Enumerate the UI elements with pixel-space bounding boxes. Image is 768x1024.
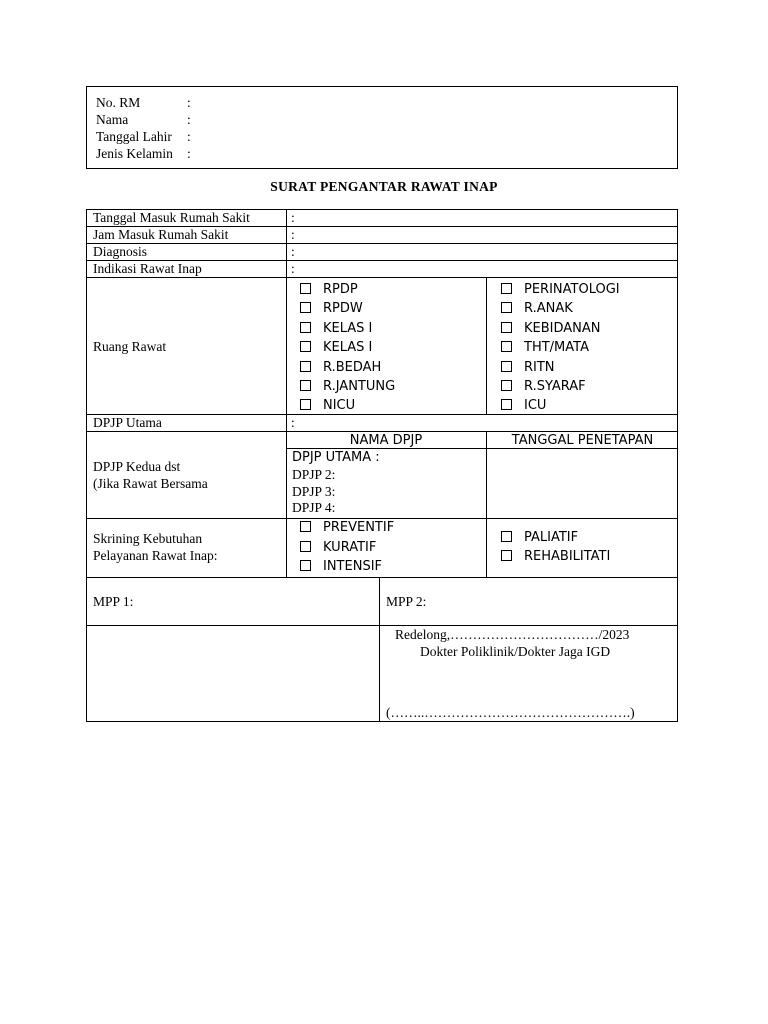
checkbox-label: R.SYARAF — [524, 379, 586, 394]
checkbox-kuratif[interactable] — [300, 541, 376, 554]
nama-colon: : — [187, 112, 191, 127]
checkbox-box[interactable] — [300, 560, 311, 571]
checkbox-box[interactable] — [501, 341, 512, 352]
dpjp-utama-label: DPJP Utama — [93, 415, 162, 430]
no-rm-label: No. RM — [96, 95, 141, 110]
mpp1-label: MPP 1: — [93, 594, 134, 609]
checkbox-box[interactable] — [300, 521, 311, 532]
checkbox-icu[interactable] — [501, 399, 546, 412]
checkbox-box[interactable] — [300, 341, 311, 352]
col-divider — [379, 577, 380, 722]
checkbox-box[interactable] — [300, 541, 311, 552]
checkbox-kelas-i-2[interactable] — [300, 341, 372, 354]
jenis-kelamin-colon: : — [187, 146, 191, 161]
checkbox-box[interactable] — [501, 399, 512, 410]
checkbox-label: R.JANTUNG — [323, 379, 396, 394]
checkbox-ritn[interactable] — [501, 361, 555, 374]
col-divider — [486, 277, 487, 414]
tanggal-masuk-label: Tanggal Masuk Rumah Sakit — [93, 210, 250, 225]
checkbox-label: PREVENTIF — [323, 520, 395, 535]
checkbox-label: NICU — [323, 398, 356, 413]
checkbox-label: KURATIF — [323, 540, 377, 555]
checkbox-box[interactable] — [501, 380, 512, 391]
dpjp-utama-colon: : — [291, 415, 295, 430]
checkbox-label: R.BEDAH — [323, 360, 382, 375]
checkbox-box[interactable] — [300, 399, 311, 410]
row-divider — [86, 431, 678, 432]
tanggal-lahir-colon: : — [187, 129, 191, 144]
checkbox-box[interactable] — [501, 361, 512, 372]
col-divider — [286, 209, 287, 578]
checkbox-rpdp[interactable] — [300, 283, 358, 296]
checkbox-r-anak[interactable] — [501, 302, 573, 315]
row-divider — [86, 277, 678, 278]
checkbox-box[interactable] — [501, 322, 512, 333]
checkbox-rehabilitati[interactable] — [501, 550, 610, 563]
checkbox-preventif[interactable] — [300, 521, 394, 534]
checkbox-label: INTENSIF — [323, 559, 383, 574]
checkbox-nicu[interactable] — [300, 399, 355, 412]
checkbox-box[interactable] — [300, 322, 311, 333]
indikasi-colon: : — [291, 261, 295, 276]
jam-masuk-label: Jam Masuk Rumah Sakit — [93, 227, 229, 242]
checkbox-tht-mata[interactable] — [501, 341, 589, 354]
dpjp-kedua-note: (Jika Rawat Bersama — [93, 476, 208, 491]
checkbox-label: RPDP — [323, 282, 358, 297]
dpjp-entry: DPJP 3: — [292, 484, 336, 499]
checkbox-box[interactable] — [501, 531, 512, 542]
no-rm-colon: : — [187, 95, 191, 110]
checkbox-intensif[interactable] — [300, 560, 382, 573]
checkbox-label: KEBIDANAN — [524, 321, 601, 336]
dpjp-entry: DPJP 4: — [292, 500, 336, 515]
checkbox-paliatif[interactable] — [501, 531, 578, 544]
checkbox-r-jantung[interactable] — [300, 380, 395, 393]
row-divider — [86, 243, 678, 244]
checkbox-r-bedah[interactable] — [300, 361, 381, 374]
patient-info-box — [86, 86, 678, 169]
checkbox-box[interactable] — [501, 550, 512, 561]
checkbox-label: KELAS I — [323, 321, 373, 336]
mpp2-label: MPP 2: — [386, 594, 427, 609]
checkbox-label: ICU — [524, 398, 547, 413]
nama-label: Nama — [96, 112, 129, 127]
row-divider — [86, 414, 678, 415]
diagnosis-colon: : — [291, 244, 295, 259]
checkbox-r-syaraf[interactable] — [501, 380, 586, 393]
checkbox-label: REHABILITATI — [524, 549, 611, 564]
col-header-nama-dpjp: NAMA DPJP — [349, 433, 423, 448]
checkbox-rpdw[interactable] — [300, 302, 363, 315]
indikasi-label: Indikasi Rawat Inap — [93, 261, 202, 276]
signature-name-line: (……..……………………………………….) — [386, 705, 635, 720]
checkbox-label: RITN — [524, 360, 555, 375]
skrining-label-line2: Pelayanan Rawat Inap: — [93, 548, 218, 563]
signature-role: Dokter Poliklinik/Dokter Jaga IGD — [420, 644, 611, 659]
signature-place-date: Redelong,……………………………/2023 — [395, 627, 630, 642]
checkbox-box[interactable] — [300, 302, 311, 313]
tanggal-masuk-colon: : — [291, 210, 295, 225]
checkbox-box[interactable] — [501, 283, 512, 294]
checkbox-box[interactable] — [501, 302, 512, 313]
checkbox-label: THT/MATA — [524, 340, 589, 355]
skrining-label: Skrining Kebutuhan — [93, 531, 203, 546]
checkbox-box[interactable] — [300, 361, 311, 372]
checkbox-label: PERINATOLOGI — [524, 282, 620, 297]
dpjp-kedua-label: DPJP Kedua dst — [93, 459, 181, 474]
diagnosis-label: Diagnosis — [93, 244, 147, 259]
document-title: SURAT PENGANTAR RAWAT INAP — [270, 179, 498, 194]
checkbox-label: KELAS I — [323, 340, 373, 355]
checkbox-label: RPDW — [323, 301, 363, 316]
jenis-kelamin-label: Jenis Kelamin — [96, 146, 173, 161]
col-divider — [486, 431, 487, 578]
checkbox-kelas-i[interactable] — [300, 322, 372, 335]
checkbox-perinatologi[interactable] — [501, 283, 620, 296]
dpjp-entry: DPJP 2: — [292, 467, 336, 482]
tanggal-lahir-label: Tanggal Lahir — [96, 129, 172, 144]
checkbox-label: R.ANAK — [524, 301, 573, 316]
col-header-tanggal-penetapan: TANGGAL PENETAPAN — [511, 433, 654, 448]
jam-masuk-colon: : — [291, 227, 295, 242]
checkbox-box[interactable] — [300, 380, 311, 391]
checkbox-box[interactable] — [300, 283, 311, 294]
row-divider — [286, 448, 678, 449]
row-divider — [86, 625, 678, 626]
checkbox-label: PALIATIF — [524, 530, 579, 545]
ruang-rawat-label: Ruang Rawat — [93, 339, 167, 354]
row-divider — [86, 518, 678, 519]
dpjp-entry: DPJP UTAMA : — [292, 450, 380, 465]
checkbox-kebidanan[interactable] — [501, 322, 601, 335]
